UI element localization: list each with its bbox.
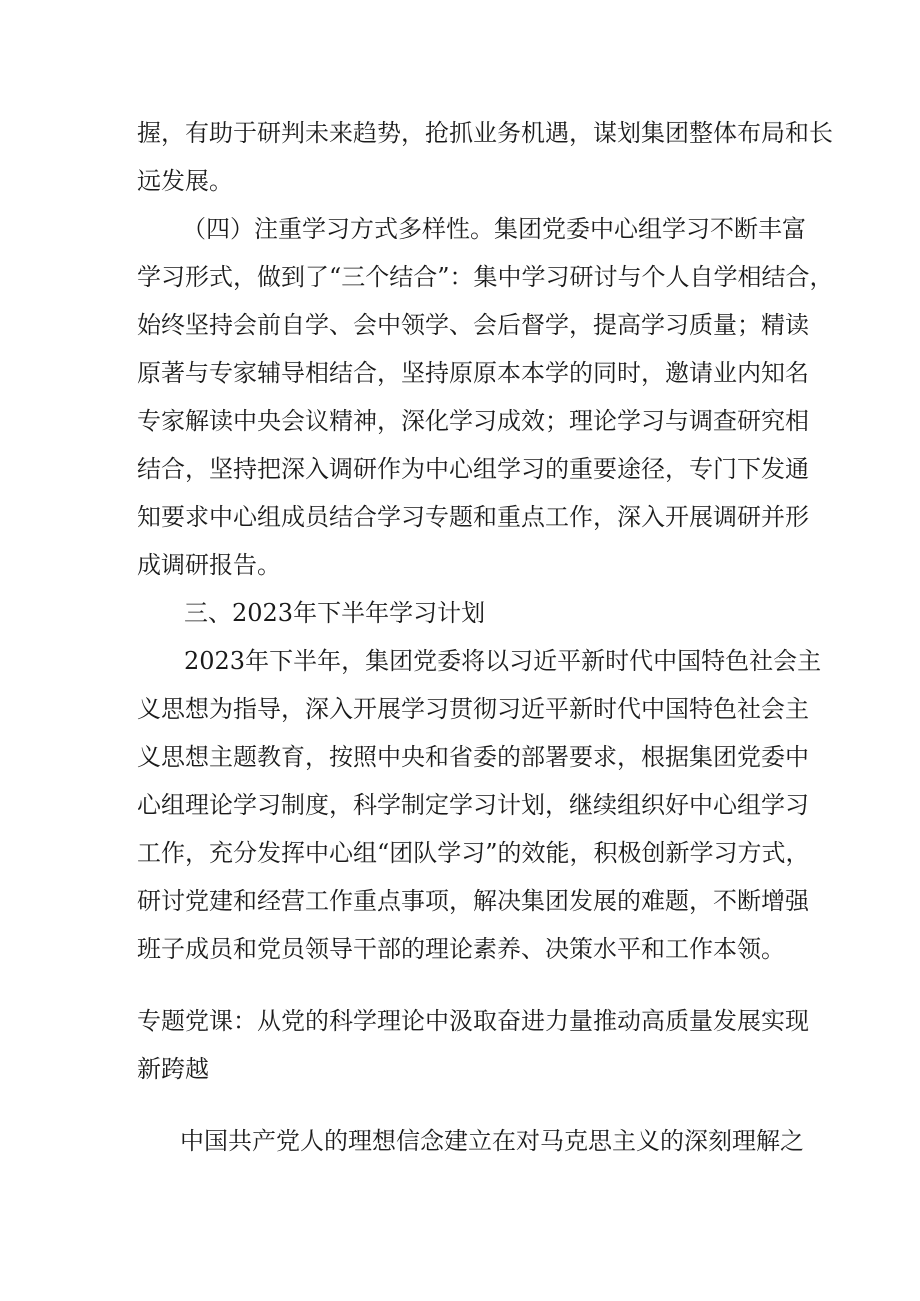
paragraph-line: 2023年下半年，集团党委将以习近平新时代中国特色社会主 <box>184 647 822 675</box>
paragraph-line: 专家解读中央会议精神，深化学习成效；理论学习与调查研究相 <box>137 407 809 435</box>
paragraph-line: 知要求中心组成员结合学习专题和重点工作，深入开展调研并形 <box>137 503 809 531</box>
paragraph-line: 成调研报告。 <box>137 551 281 579</box>
paragraph-line: 研讨党建和经营工作重点事项，解决集团发展的难题，不断增强 <box>137 887 809 915</box>
paragraph-line: 始终坚持会前自学、会中领学、会后督学，提高学习质量；精读 <box>137 311 809 339</box>
paragraph-line: 原著与专家辅导相结合，坚持原原本本学的同时，邀请业内知名 <box>137 359 809 387</box>
paragraph-line: 义思想为指导，深入开展学习贯彻习近平新时代中国特色社会主 <box>137 695 809 723</box>
paragraph-line: 中国共产党人的理想信念建立在对马克思主义的深刻理解之 <box>180 1127 804 1155</box>
paragraph-line: 学习形式，做到了“三个结合”：集中学习研讨与个人自学相结合， <box>137 263 834 291</box>
paragraph-line: 远发展。 <box>137 167 233 195</box>
paragraph-line: 义思想主题教育，按照中央和省委的部署要求，根据集团党委中 <box>137 743 809 771</box>
paragraph-line: 心组理论学习制度，科学制定学习计划，继续组织好中心组学习 <box>137 791 809 819</box>
lecture-title-line: 专题党课：从党的科学理论中汲取奋进力量推动高质量发展实现 <box>137 1007 809 1035</box>
paragraph-line: 握，有助于研判未来趋势，抢抓业务机遇，谋划集团整体布局和长 <box>137 119 833 147</box>
section-four-heading-line: （四）注重学习方式多样性。集团党委中心组学习不断丰富 <box>182 215 806 243</box>
paragraph-line: 班子成员和党员领导干部的理论素养、决策水平和工作本领。 <box>137 935 785 963</box>
paragraph-line: 工作，充分发挥中心组“团队学习”的效能，积极创新学习方式， <box>137 839 810 867</box>
paragraph-line: 结合，坚持把深入调研作为中心组学习的重要途径，专门下发通 <box>137 455 809 483</box>
lecture-title-line: 新跨越 <box>137 1055 209 1083</box>
section-heading: 三、2023年下半年学习计划 <box>184 599 486 627</box>
